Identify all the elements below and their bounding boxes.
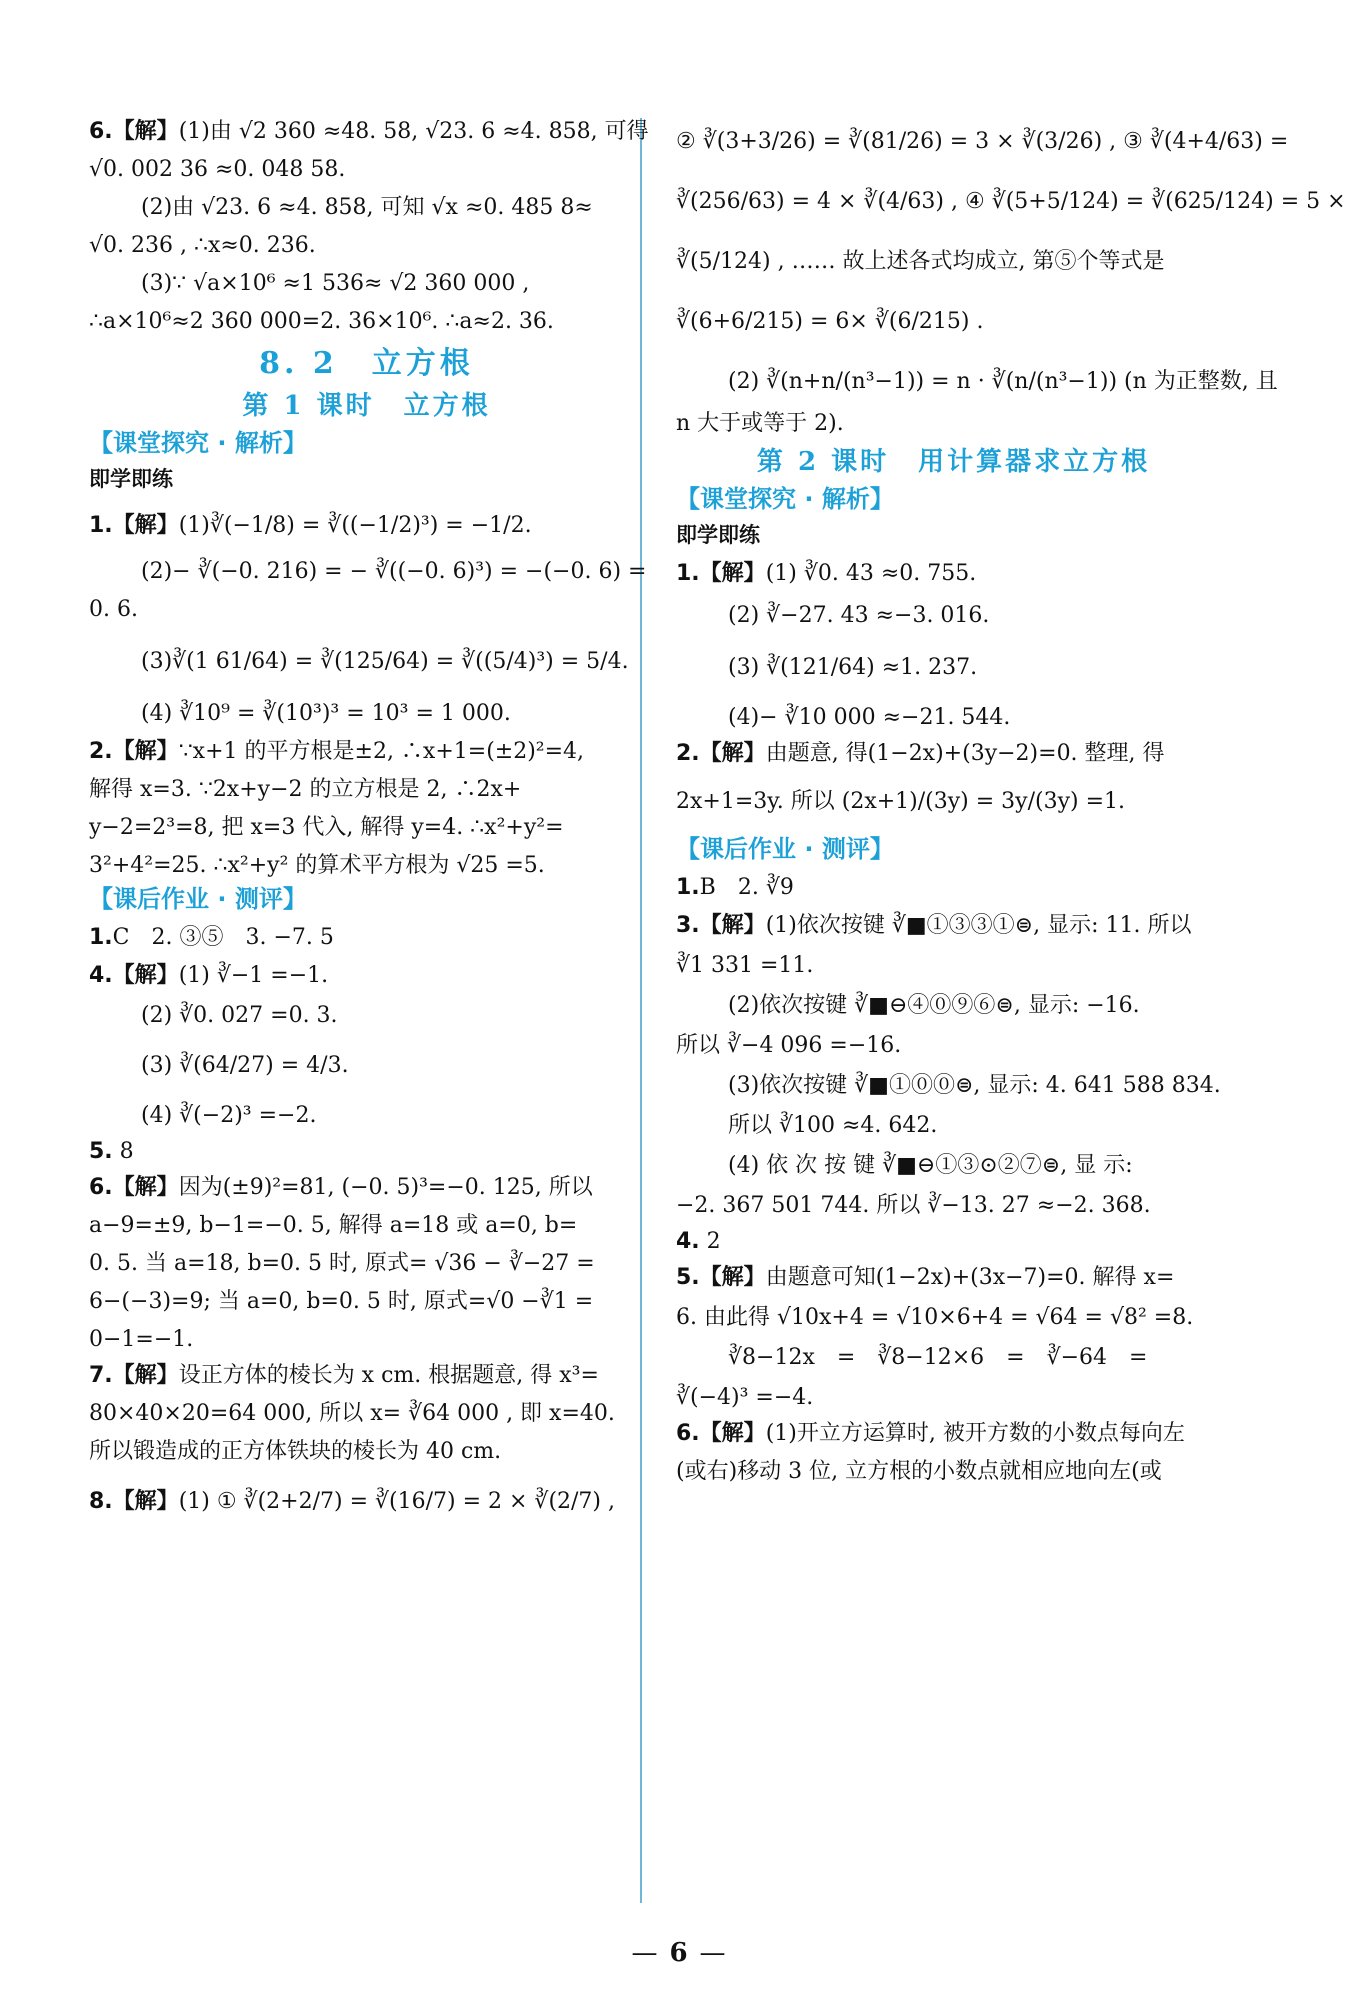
answer-1-line5: (4) ∛10⁹ = ∛(10³)³ = 10³ = 1 000. — [141, 701, 511, 726]
answer-6: 6.【解】(1)由 √2 360 ≈48. 58, √23. 6 ≈4. 858, 可得 — [89, 119, 649, 144]
answer-6-line2: √0. 002 36 ≈0. 048 58. — [89, 157, 346, 182]
answer-4-line2: (2) ∛0. 027 =0. 3. — [141, 1003, 338, 1028]
answer-r3: 3.【解】(1)依次按键 ∛■①③③①⊜, 显示: 11. 所以 — [676, 913, 1192, 938]
answer-r6: 6.【解】(1)开立方运算时, 被开方数的小数点每向左 — [676, 1421, 1185, 1446]
answer-6-line3: (2)由 √23. 6 ≈4. 858, 可知 √x ≈0. 485 8≈ — [141, 195, 593, 220]
answer-6-line6: ∴a×10⁶≈2 360 000=2. 36×10⁶. ∴a≈2. 36. — [89, 309, 554, 334]
subheading-practice-2: 即学即练 — [676, 523, 760, 547]
answer-6-line4: √0. 236 , ∴x≈0. 236. — [89, 233, 316, 258]
subheading-practice: 即学即练 — [89, 467, 173, 491]
answer-1-line4: (3)∛(1 61/64) = ∛(125/64) = ∛((5/4)³) = 5/4. — [141, 649, 629, 674]
answer-6-line5: (3)∵ √a×10⁶ ≈1 536≈ √2 360 000 , — [141, 271, 530, 296]
left-column — [89, 119, 649, 1514]
answer-7-line2: 80×40×20=64 000, 所以 x= ∛64 000 , 即 x=40. — [89, 1401, 615, 1426]
box-heading-homework-2: 【课后作业 · 测评】 — [676, 835, 894, 863]
answer-6b-line5: 0−1=−1. — [89, 1327, 194, 1352]
answer-6b: 6.【解】因为(±9)²=81, (−0. 5)³=−0. 125, 所以 — [89, 1175, 593, 1200]
box-heading-classroom-2: 【课堂探究 · 解析】 — [676, 485, 894, 513]
answer-1: 1.【解】(1)∛(−1/8) = ∛((−1/2)³) = −1/2. — [89, 513, 532, 538]
box-heading-homework: 【课后作业 · 测评】 — [89, 885, 307, 913]
answer-r3-line7: (4) 依 次 按 键 ∛■⊖①③⊙②⑦⊜, 显 示: — [728, 1153, 1133, 1178]
answer-r1-line2: (2) ∛−27. 43 ≈−3. 016. — [728, 603, 990, 628]
answer-r6-line2: (或右)移动 3 位, 立方根的小数点就相应地向左(或 — [676, 1459, 1162, 1484]
answer-r5: 5.【解】由题意可知(1−2x)+(3x−7)=0. 解得 x= — [676, 1265, 1175, 1290]
answer-r3-line4: 所以 ∛−4 096 =−16. — [676, 1033, 902, 1058]
answer-7: 7.【解】设正方体的棱长为 x cm. 根据题意, 得 x³= — [89, 1363, 599, 1388]
answer-8-cont-line4: ∛(6+6/215) = 6× ∛(6/215) . — [676, 309, 984, 334]
answer-2-line4: 3²+4²=25. ∴x²+y² 的算术平方根为 √25 =5. — [89, 853, 545, 878]
answer-8-cont-line5: (2) ∛(n+n/(n³−1)) = n · ∛(n/(n³−1)) (n 为正整数, 且 — [728, 369, 1278, 394]
answer-1-line2: (2)− ∛(−0. 216) = − ∛((−0. 6)³) = −(−0. 6) = — [141, 559, 647, 584]
answer-8-cont-line2: ∛(256/63) = 4 × ∛(4/63) , ④ ∛(5+5/124) = ∛(625/124) = 5 × — [676, 189, 1346, 214]
answer-r3-line6: 所以 ∛100 ≈4. 642. — [728, 1113, 938, 1138]
answer-4-line4: (4) ∛(−2)³ =−2. — [141, 1103, 317, 1128]
answer-7-line3: 所以锻造成的正方体铁块的棱长为 40 cm. — [89, 1439, 502, 1464]
answer-8-cont-line3: ∛(5/124) , …… 故上述各式均成立, 第⑤个等式是 — [676, 249, 1165, 274]
answer-8-cont-line1: ② ∛(3+3/26) = ∛(81/26) = 3 × ∛(3/26) , ③ ∛(4+4/63) = — [676, 129, 1289, 154]
box-heading-classroom: 【课堂探究 · 解析】 — [89, 429, 307, 457]
answer-6b-line3: 0. 5. 当 a=18, b=0. 5 时, 原式= √36 − ∛−27 = — [89, 1251, 595, 1276]
answer-6b-line4: 6−(−3)=9; 当 a=0, b=0. 5 时, 原式=√0 −∛1 = — [89, 1289, 594, 1314]
answer-5: 5. 8 — [89, 1139, 134, 1164]
answer-2-line2: 解得 x=3. ∵2x+y−2 的立方根是 2, ∴2x+ — [89, 777, 522, 802]
section-title: 8. 2 立方根 — [259, 346, 474, 381]
answer-r5-line2: 6. 由此得 √10x+4 = √10×6+4 = √64 = √8² =8. — [676, 1305, 1194, 1330]
answer-r5-line3: ∛8−12x = ∛8−12×6 = ∛−64 = — [728, 1345, 1148, 1370]
answer-r2: 2.【解】由题意, 得(1−2x)+(3y−2)=0. 整理, 得 — [676, 741, 1165, 766]
answer-2: 2.【解】∵x+1 的平方根是±2, ∴x+1=(±2)²=4, — [89, 739, 585, 764]
answer-4: 4.【解】(1) ∛−1 =−1. — [89, 963, 329, 988]
answer-r3-line3: (2)依次按键 ∛■⊖④⓪⑨⑥⊜, 显示: −16. — [728, 993, 1140, 1018]
answer-r1-line4: (4)− ∛10 000 ≈−21. 544. — [728, 705, 1011, 730]
right-column — [676, 120, 1346, 1484]
answer-r3-line8: −2. 367 501 744. 所以 ∛−13. 27 ≈−2. 368. — [676, 1193, 1151, 1218]
answer-r3-line5: (3)依次按键 ∛■①⓪⓪⊜, 显示: 4. 641 588 834. — [728, 1073, 1221, 1098]
answer-r5-line4: ∛(−4)³ =−4. — [676, 1385, 814, 1410]
page-number: — 6 — — [631, 1938, 726, 1968]
answer-r1: 1.【解】(1) ∛0. 43 ≈0. 755. — [676, 561, 977, 586]
lesson-title: 第 1 课时 立方根 — [242, 391, 491, 421]
answer-r3-line2: ∛1 331 =11. — [676, 953, 814, 978]
answer-r1-line3: (3) ∛(121/64) ≈1. 237. — [728, 655, 978, 680]
answer-4-line3: (3) ∛(64/27) = 4/3. — [141, 1053, 349, 1078]
answer-1-line3: 0. 6. — [89, 597, 138, 622]
answer-8: 8.【解】(1) ① ∛(2+2/7) = ∛(16/7) = 2 × ∛(2/7) , — [89, 1489, 616, 1514]
answer-6b-line2: a−9=±9, b−1=−0. 5, 解得 a=18 或 a=0, b= — [89, 1213, 578, 1238]
lesson-title-2: 第 2 课时 用计算器求立方根 — [756, 447, 1151, 477]
answer-8-cont-line6: n 大于或等于 2). — [676, 411, 844, 436]
answer-2-line3: y−2=2³=8, 把 x=3 代入, 解得 y=4. ∴x²+y²= — [89, 815, 564, 840]
answer-r4: 4. 2 — [676, 1229, 721, 1254]
answer-r2-line2: 2x+1=3y. 所以 (2x+1)/(3y) = 3y/(3y) =1. — [676, 789, 1126, 814]
answers-r1-2: 1.B 2. ∛9 — [676, 875, 794, 900]
answers-1-3: 1.C 2. ③⑤ 3. −7. 5 — [89, 925, 334, 950]
